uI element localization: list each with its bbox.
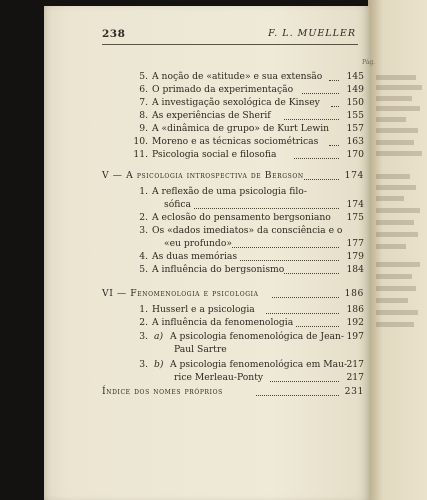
adjacent-page [368, 0, 427, 500]
book-page: 238 F. L. MUELLER Pág. 5. A noção de «atitude» e sua extensão 145 6. O primado da experimentação 149 7. A investigação sexológica de Kinsey 150 8. As experiências de Sherif 155 9. A «dinâmica de grupo» de Kurt Lewin 157 10. Moreno e as técnicas sociométricas 163 11. Psicologia social e filosofia 170 V — A psicologia introspectiva de Bergson 174 1. A reflexão de uma psicologia filo- sófica 174 2. A eclosão do pensamento bergsoniano 175 3. Os «dados imediatos» da consciência e o «eu profundo» 177 4. As duas memórias 179 5. A influência do bergsonismo 184 VI — Fenomenologia e psicologia 186 1. Husserl e a psicologia 186 2. A influência da fenomenologia 192 3. a) A psicologia fenomenológica de Jean- 197 Paul Sartre 3. b) A psicologia fenomenológica em Mau- 217 rice Merleau-Ponty 217 Índice dos nomes próprios 231 [44, 6, 370, 500]
page-column-label: Pág. [362, 59, 376, 66]
header-rule [102, 44, 358, 45]
running-title: F. L. MUELLER [268, 28, 356, 39]
page-number: 238 [102, 28, 126, 40]
running-header [102, 28, 364, 44]
